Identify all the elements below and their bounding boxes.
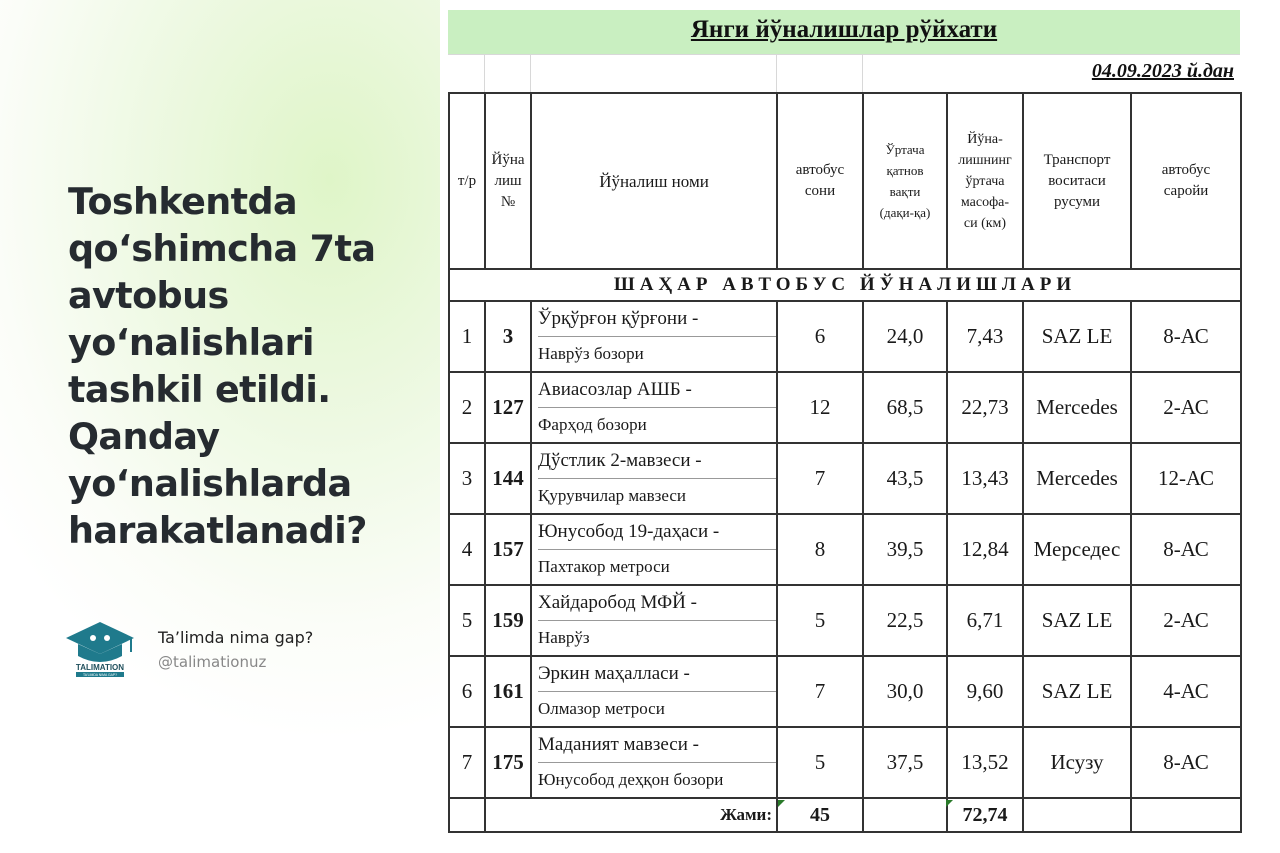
- grid-line: [530, 54, 531, 92]
- grid-line: [862, 54, 863, 92]
- table-row: [449, 514, 1241, 585]
- headline: [68, 178, 428, 554]
- cell-depot: 4-АС: [1131, 656, 1241, 727]
- cell-buses: 6: [777, 301, 863, 372]
- brand-name: Ta’limda nima gap?: [158, 628, 314, 647]
- brand-handle[interactable]: @talimationuz: [158, 653, 267, 671]
- cell-empty: [449, 798, 485, 832]
- cell-vehicle: SAZ LE: [1023, 301, 1131, 372]
- route-from: Ўрқўрғон қўрғони -: [538, 302, 776, 337]
- cell-empty: [863, 798, 947, 832]
- cell-dist: 7,43: [947, 301, 1023, 372]
- headline-line: tashkil etildi.: [68, 368, 331, 411]
- cell-time: 43,5: [863, 443, 947, 514]
- route-to: Олмазор метроси: [538, 699, 665, 718]
- cell-time: 68,5: [863, 372, 947, 443]
- route-from: Дўстлик 2-мавзеси -: [538, 444, 776, 479]
- headline-line: Qanday: [68, 415, 220, 458]
- cell-time: 37,5: [863, 727, 947, 798]
- cell-buses: 12: [777, 372, 863, 443]
- header-line: автобус: [1161, 162, 1211, 178]
- total-label: Жами:: [485, 798, 777, 832]
- header-line: Йўна-: [967, 131, 1003, 147]
- grid-line: [776, 54, 777, 92]
- header-line: Ўртача: [885, 142, 925, 157]
- header-vehicle: [1023, 93, 1131, 269]
- header-line: №: [500, 193, 516, 210]
- cell-buses: 5: [777, 727, 863, 798]
- cell-n: 7: [449, 727, 485, 798]
- cell-n: 1: [449, 301, 485, 372]
- header-row: [449, 93, 1241, 269]
- table-row: [449, 372, 1241, 443]
- table-row: [449, 585, 1241, 656]
- total-row: [449, 798, 1241, 832]
- cell-name: [531, 372, 777, 443]
- cell-buses: 7: [777, 443, 863, 514]
- cell-name: [531, 514, 777, 585]
- header-route-no: [485, 93, 531, 269]
- headline-line: Toshkentda: [68, 180, 298, 223]
- cell-marker-icon: [946, 800, 953, 807]
- cell-vehicle: SAZ LE: [1023, 585, 1131, 656]
- route-from: Хайдаробод МФЙ -: [538, 586, 776, 621]
- route-from: Маданият мавзеси -: [538, 728, 776, 763]
- route-to: Юнусобод деҳқон бозори: [538, 770, 724, 789]
- cell-depot: 12-АС: [1131, 443, 1241, 514]
- total-dist: 72,74: [947, 798, 1023, 832]
- cell-depot: 8-АС: [1131, 727, 1241, 798]
- document-date: 04.09.2023 й.дан: [1091, 60, 1234, 82]
- header-line: вақти: [889, 184, 921, 199]
- cell-name: [531, 585, 777, 656]
- talimation-logo-icon: [64, 620, 136, 678]
- route-to: Қурувчилар мавзеси: [538, 486, 686, 505]
- document-title: Янги йўналишлар рўйхати: [690, 16, 998, 43]
- cell-n: 3: [449, 443, 485, 514]
- cell-depot: 8-АС: [1131, 301, 1241, 372]
- cell-time: 39,5: [863, 514, 947, 585]
- cell-name: [531, 301, 777, 372]
- cell-time: 30,0: [863, 656, 947, 727]
- route-to: Пахтакор метроси: [538, 557, 670, 576]
- header-route-name: Йўналиш номи: [531, 93, 777, 269]
- table-row: [449, 656, 1241, 727]
- header-tr: т/р: [449, 93, 485, 269]
- cell-time: 24,0: [863, 301, 947, 372]
- headline-line: yo‘nalishlari: [68, 321, 314, 364]
- header-line: масофа-: [960, 194, 1010, 210]
- cell-depot: 2-АС: [1131, 585, 1241, 656]
- header-line: лиш: [494, 172, 522, 189]
- cell-buses: 5: [777, 585, 863, 656]
- grid-line: [484, 54, 485, 92]
- cell-buses: 8: [777, 514, 863, 585]
- cell-route: 144: [485, 443, 531, 514]
- cell-dist: 6,71: [947, 585, 1023, 656]
- header-avg-distance: [947, 93, 1023, 269]
- cell-n: 4: [449, 514, 485, 585]
- cell-n: 6: [449, 656, 485, 727]
- header-line: Йўна: [491, 151, 525, 168]
- headline-line: avtobus: [68, 274, 229, 317]
- grid-line: [448, 54, 1240, 55]
- logo-tagline: TA'LIMDA NIMA GAP?: [82, 673, 118, 677]
- cell-vehicle: Mercedes: [1023, 443, 1131, 514]
- routes-table: [448, 92, 1242, 833]
- cell-route: 175: [485, 727, 531, 798]
- document-image: [440, 0, 1280, 853]
- cell-route: 161: [485, 656, 531, 727]
- cell-marker-icon: [778, 800, 785, 807]
- logo-text: TALIMATION: [75, 663, 125, 672]
- cell-vehicle: Исузу: [1023, 727, 1131, 798]
- cell-route: 157: [485, 514, 531, 585]
- cell-empty: [1023, 798, 1131, 832]
- brand-block[interactable]: [64, 620, 424, 680]
- route-to: Наврўз: [538, 628, 590, 647]
- cell-vehicle: Mercedes: [1023, 372, 1131, 443]
- headline-line: yo‘nalishlarda: [68, 462, 352, 505]
- header-line: саройи: [1163, 183, 1209, 199]
- section-title: ШАҲАР АВТОБУС ЙЎНАЛИШЛАРИ: [449, 269, 1241, 301]
- cell-dist: 12,84: [947, 514, 1023, 585]
- header-line: (дақи-қа): [879, 205, 931, 220]
- cell-dist: 22,73: [947, 372, 1023, 443]
- route-to: Наврўз бозори: [538, 344, 644, 363]
- cell-dist: 13,52: [947, 727, 1023, 798]
- header-line: лишнинг: [958, 152, 1012, 168]
- route-from: Юнусобод 19-даҳаси -: [538, 515, 776, 550]
- cell-name: [531, 656, 777, 727]
- route-sheet: [448, 10, 1240, 840]
- cell-dist: 13,43: [947, 443, 1023, 514]
- cell-vehicle: SAZ LE: [1023, 656, 1131, 727]
- cell-empty: [1131, 798, 1241, 832]
- headline-line: harakatlanadi?: [68, 509, 367, 552]
- cell-vehicle: Мерседес: [1023, 514, 1131, 585]
- cell-buses: 7: [777, 656, 863, 727]
- cell-depot: 8-АС: [1131, 514, 1241, 585]
- header-bus-count: [777, 93, 863, 269]
- header-line: Транспорт: [1043, 151, 1111, 168]
- header-line: ўртача: [965, 173, 1005, 189]
- route-from: Авиасозлар АШБ -: [538, 373, 776, 408]
- table-row: [449, 301, 1241, 372]
- headline-line: qo‘shimcha 7ta: [68, 227, 376, 270]
- cell-depot: 2-АС: [1131, 372, 1241, 443]
- cell-name: [531, 727, 777, 798]
- cell-route: 3: [485, 301, 531, 372]
- cell-time: 22,5: [863, 585, 947, 656]
- header-avg-time: [863, 93, 947, 269]
- header-line: сони: [804, 183, 836, 199]
- cell-name: [531, 443, 777, 514]
- header-line: автобус: [795, 162, 845, 178]
- table-row: [449, 727, 1241, 798]
- total-buses: 45: [777, 798, 863, 832]
- header-line: русуми: [1053, 193, 1101, 210]
- cell-route: 127: [485, 372, 531, 443]
- route-to: Фарҳод бозори: [538, 415, 647, 434]
- cell-dist: 9,60: [947, 656, 1023, 727]
- post-panel: [0, 0, 440, 853]
- section-row: [449, 269, 1241, 301]
- cell-route: 159: [485, 585, 531, 656]
- table-row: [449, 443, 1241, 514]
- cell-n: 5: [449, 585, 485, 656]
- header-line: воситаси: [1048, 172, 1106, 189]
- header-line: си (км): [963, 215, 1007, 231]
- header-line: қатнов: [886, 163, 924, 178]
- route-from: Эркин маҳалласи -: [538, 657, 776, 692]
- cell-n: 2: [449, 372, 485, 443]
- header-depot: [1131, 93, 1241, 269]
